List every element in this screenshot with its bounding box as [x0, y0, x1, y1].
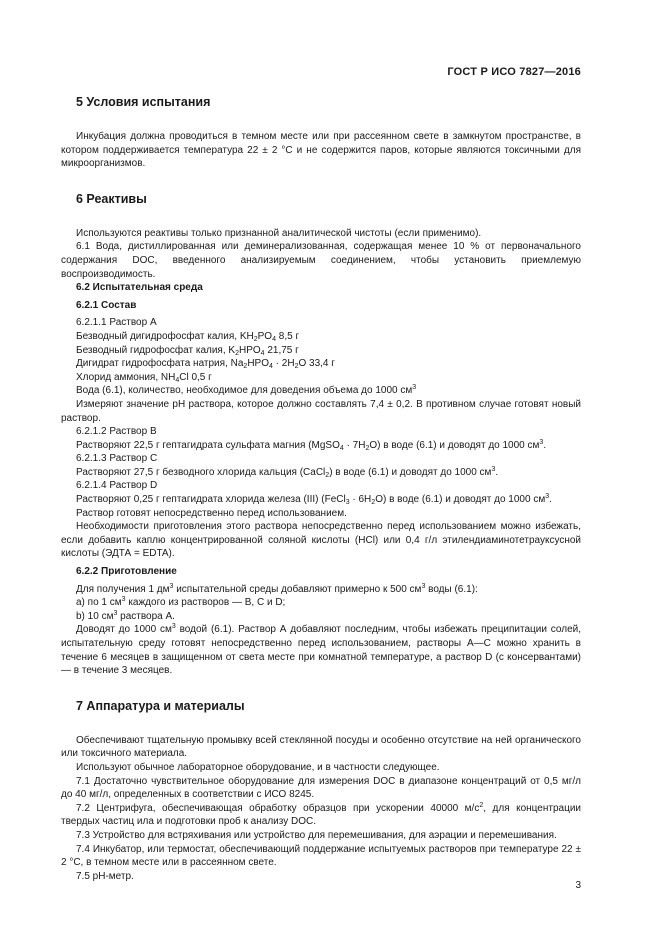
solution-a-line-4: Хлорид аммония, $NH_4Cl$ 0,5 г: [76, 371, 212, 384]
clause-7-3: 7.3 Устройство для встряхивания или устройство для перемешивания, для аэрации и перемешивания.: [76, 829, 557, 841]
standard-code-header: ГОСТ Р ИСО 7827—2016: [447, 66, 581, 78]
preparation-final: Доводят до 1000 $см^3$ водой (6.1). Раствор А добавляют последним, чтобы избежать преципитации солей, испытательную среду готовят непосредственно перед использованием, растворы А—С можно хранить в течение 6 месяцев в защищенном от света месте при комнатной температуре, а раствор D (с консервантами) — в течение 3 месяцев.: [61, 623, 581, 677]
section-6-heading: 6 Реактивы: [76, 191, 147, 206]
section-7-paragraph-1: Обеспечивают тщательную промывку всей стеклянной посуды и особенно отсутствие на ней органического или токсичного материала.: [61, 734, 581, 760]
solution-d-preservation: Необходимости приготовления этого раствора непосредственно перед использованием можно избежать, если добавить каплю концентрированной соляной кислоты (HCl) или 0,4 г/л этилендиаминотетрауксусной кислоты (ЭДТА = EDTA).: [61, 521, 581, 560]
section-5-paragraph: Инкубация должна проводиться в темном месте или при рассеянном свете в замкнутом пространстве, в котором поддерживается температура 22 ± 2 °С и не содержится паров, которые являются токсичными для микроорганизмов.: [61, 131, 581, 170]
clause-6-2-2-heading: 6.2.2 Приготовление: [76, 566, 177, 578]
preparation-item-a: a) по 1 $см^3$ каждого из растворов — В, С и D;: [76, 596, 286, 609]
clause-6-2-1-2-heading: 6.2.1.2 Раствор В: [76, 426, 157, 438]
solution-a-line-3: Дигидрат гидрофосфата натрия, $Na_2HPO_4 \cdot 2H_2O$ 33,4 г: [76, 358, 335, 371]
section-6-intro: Используются реактивы только признанной аналитической чистоты (если применимо).: [76, 227, 482, 239]
preparation-item-b: b) 10 $см^3$ раствора А.: [76, 609, 175, 622]
clause-6-2-1-4-heading: 6.2.1.4 Раствор D: [76, 480, 158, 492]
clause-7-1: 7.1 Достаточно чувствительное оборудование для измерения DOC в диапазоне концентраций от 0,5 мг/л до 40 мг/л, определенных в соответствии с ИСО 8245.: [61, 775, 581, 801]
clause-7-4: 7.4 Инкубатор, или термостат, обеспечивающий поддержание испытуемых растворов при температуре 22 ± 2 °С, в темном месте или в рассеянном свете.: [61, 843, 581, 869]
section-5-heading: 5 Условия испытания: [76, 95, 211, 109]
solution-c-text: Растворяют 27,5 г безводного хлорида кальция (CaCl$_2$) в воде (6.1) и доводят до 1000 $см^3$.: [76, 465, 499, 479]
solution-b-text: Растворяют 22,5 г гептагидрата сульфата магния (MgSO$_4$ · $7H_2O$) в воде (6.1) и доводят до 1000 $см^3$.: [76, 438, 547, 452]
solution-a-line-5: Вода (6.1), количество, необходимое для доведения объема до 1000 $см^3$: [76, 384, 417, 397]
solution-a-ph-note: Измеряют значение pH раствора, которое должно составлять 7,4 ± 0,2. В противном случае готовят новый раствор.: [61, 398, 581, 424]
clause-6-1: 6.1 Вода, дистиллированная или деминерализованная, содержащая менее 10 % от первоначального содержания DOC, введенного анализируемым соединением, чтобы установить приемлемую воспроизводимость.: [61, 241, 581, 280]
clause-6-2-1-heading: 6.2.1 Состав: [76, 299, 137, 311]
solution-d-note: Раствор готовят непосредственно перед использованием.: [76, 507, 347, 519]
clause-6-2-1-3-heading: 6.2.1.3 Раствор С: [76, 453, 158, 465]
solution-a-line-1: Безводный дигидрофосфат калия, $KH_2PO_4$ 8,5 г: [76, 330, 300, 343]
clause-6-2-heading: 6.2 Испытательная среда: [76, 282, 203, 294]
clause-7-5: 7.5 pH-метр.: [76, 870, 134, 882]
solution-a-line-2: Безводный гидрофосфат калия, $K_2HPO_4$ 21,75 г: [76, 344, 299, 357]
section-7-heading: 7 Аппаратура и материалы: [76, 698, 245, 713]
section-7-paragraph-2: Используют обычное лабораторное оборудование, и в частности следующее.: [76, 761, 440, 773]
page-number: 3: [575, 880, 581, 891]
clause-7-2: 7.2 Центрифуга, обеспечивающая обработку образцов при ускорении 40000 $м/с^2$, для концентрации твердых частиц ила и подготовки проб к анализу DOC.: [61, 801, 581, 828]
solution-d-text: Растворяют 0,25 г гептагидрата хлорида железа (III) (FeCl$_3$ · $6H_2O$) в воде (6.1) и доводят до 1000 $см^3$.: [76, 493, 552, 507]
clause-6-2-1-1-heading: 6.2.1.1 Раствор А: [76, 317, 157, 329]
page-content: [61, 94, 581, 883]
preparation-intro: Для получения 1 $дм^3$ испытательной среды добавляют примерно к 500 $см^3$ воды (6.1):: [76, 582, 478, 595]
